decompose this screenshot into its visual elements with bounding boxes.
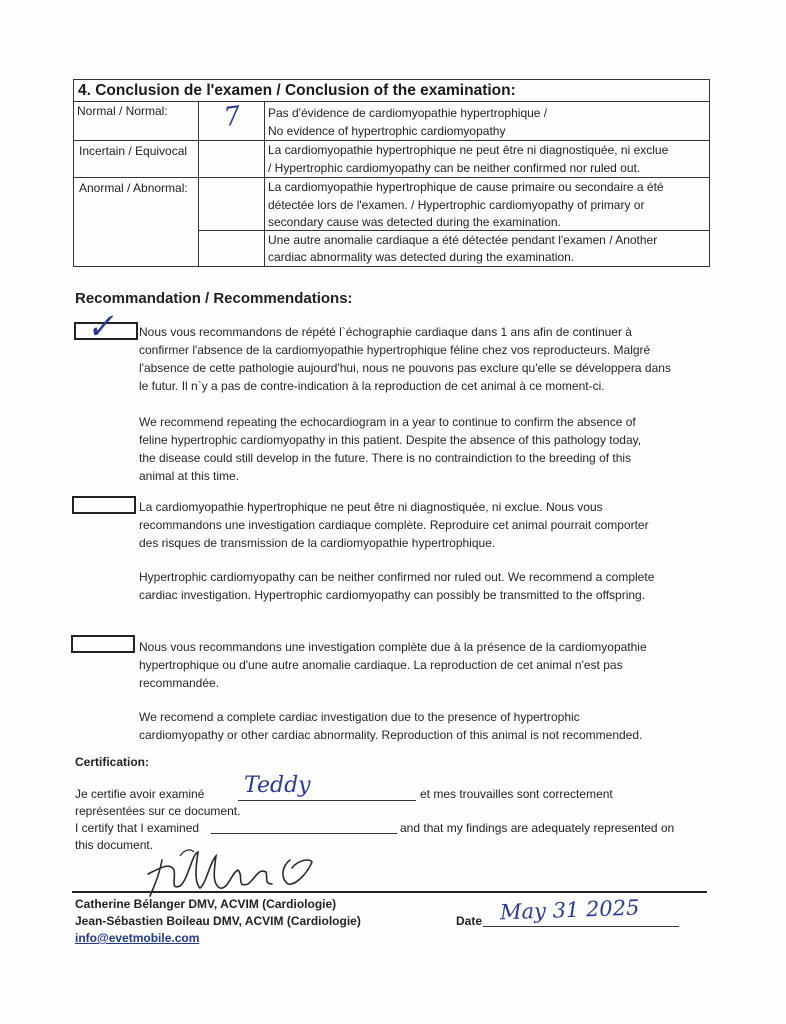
text-line: des risques de transmission de la cardiomyopathie hypertrophique. [139,536,496,550]
text-line: l'absence de cette pathologie aujourd'hui, nous ne pouvons pas exclure qu'elle se développera dans [139,361,671,375]
recommendation-3-en [139,708,642,744]
text-line: recommandons une investigation cardiaque complète. Reproduire cet animal pourrait comporter [139,518,649,532]
divider [264,101,265,266]
cert-en-line2-text: this document. [75,838,154,852]
recommendation-3-fr [139,638,647,692]
normal-text-en: No evidence of hypertrophic cardiomyopathy [268,124,506,138]
equivocal-text-en: / Hypertrophic cardiomyopathy can be neither confirmed nor ruled out. [268,161,641,175]
divider [198,230,709,231]
recommendation-2-fr [139,498,649,552]
recommendation-1-en [139,413,641,485]
abnormal-text-b1: Une autre anomalie cardiaque a été détectée pendant l'examen / Another [268,233,658,247]
abnormal-text-a3: secondary cause was detected during the examination. [268,215,561,229]
email-link[interactable]: info@evetmobile.com [75,931,200,945]
cert-fr-line1-start: Je certifie avoir examiné [75,787,205,801]
text-line: le futur. Il n`y a pas de contre-indication à la reproduction de cet animal à ce moment-ci. [139,379,605,393]
text-line: Nous vous recommandons de répété l`échographie cardiaque dans 1 ans afin de continuer à [139,325,632,339]
recommendation-2-checkbox[interactable] [72,496,136,514]
animal-name-line [238,800,416,801]
recommendation-3-checkbox[interactable] [71,635,135,653]
text-line: We recommend repeating the echocardiogram in a year to continue to confirm the absence of [139,415,636,429]
divider [74,177,709,178]
row-label-equivocal: Incertain / Equivocal [79,144,188,158]
recommendations-title: Recommandation / Recommendations: [75,290,353,307]
date-field[interactable]: May 31 2025 [499,895,640,925]
cert-en-line1-end: and that my findings are adequately represented on [400,821,675,835]
text-line: feline hypertrophic cardiomyopathy in this patient. Despite the absence of this pathology today, [139,433,642,447]
text-line: hypertrophique ou d'une autre anomalie cardiaque. La reproduction de cet animal n'est pas [139,658,623,672]
text-line: recommandée. [139,676,220,690]
text-line: Hypertrophic cardiomyopathy can be neither confirmed nor ruled out. We recommend a complete [139,570,655,584]
text-line: cardiac investigation. Hypertrophic cardiomyopathy can possibly be transmitted to the offspring. [139,588,646,602]
conclusion-title: 4. Conclusion de l'examen / Conclusion of the examination: [78,82,516,99]
divider [74,140,709,141]
date-line [483,926,679,927]
abnormal-text-a2: détectée lors de l'examen. / Hypertrophic cardiomyopathy of primary or [268,198,645,212]
text-line: We recomend a complete cardiac investigation due to the presence of hypertrophic [139,710,580,724]
normal-text-fr: Pas d'évidence de cardiomyopathie hypertrophique / [268,106,548,120]
normal-check-mark[interactable]: 7 [221,100,243,134]
text-line: cardiomyopathy or other cardiac abnormality. Reproduction of this animal is not recommended. [139,728,643,742]
signature-separator [72,891,707,893]
row-label-abnormal: Anormal / Abnormal: [79,181,188,195]
text-line: Nous vous recommandons une investigation complète due à la présence de la cardiomyopathie [139,640,647,654]
equivocal-text-fr: La cardiomyopathie hypertrophique ne peut être ni diagnostiquée, ni exclue [268,143,669,157]
text-line: animal at this time. [139,469,240,483]
vet-2: Jean-Sébastien Boileau DMV, ACVIM (Cardiologie) [75,914,361,928]
divider [74,101,709,102]
recommendation-1-fr [139,323,671,395]
text-line: the disease could still develop in the future. There is no contraindiction to the breeding of this [139,451,632,465]
animal-name-field[interactable]: Teddy [244,773,311,798]
divider [198,101,199,266]
cert-fr-line2: représentées sur ce document. [75,804,241,818]
recommendation-2-en [139,568,654,604]
vet-1: Catherine Bélanger DMV, ACVIM (Cardiologie) [75,897,337,911]
date-label: Date [456,914,483,928]
cert-en-line1-start: I certify that I examined [75,821,200,835]
row-label-normal: Normal / Normal: [77,104,168,118]
abnormal-text-a1: La cardiomyopathie hypertrophique de cause primaire ou secondaire a été [268,180,664,194]
text-line: confirmer l'absence de la cardiomyopathie hypertrophique féline chez vos reproducteurs. Malgré [139,343,651,357]
cert-fr-line1-end: et mes trouvailles sont correctement [420,787,613,801]
certification-title: Certification: [75,755,150,769]
abnormal-text-b2: cardiac abnormality was detected during the examination. [268,250,575,264]
conclusion-table [73,79,710,267]
recommendation-1-check-mark: ✓ [84,306,116,348]
text-line: La cardiomyopathie hypertrophique ne peut être ni diagnostiquée, ni exclue. Nous vous [139,500,603,514]
